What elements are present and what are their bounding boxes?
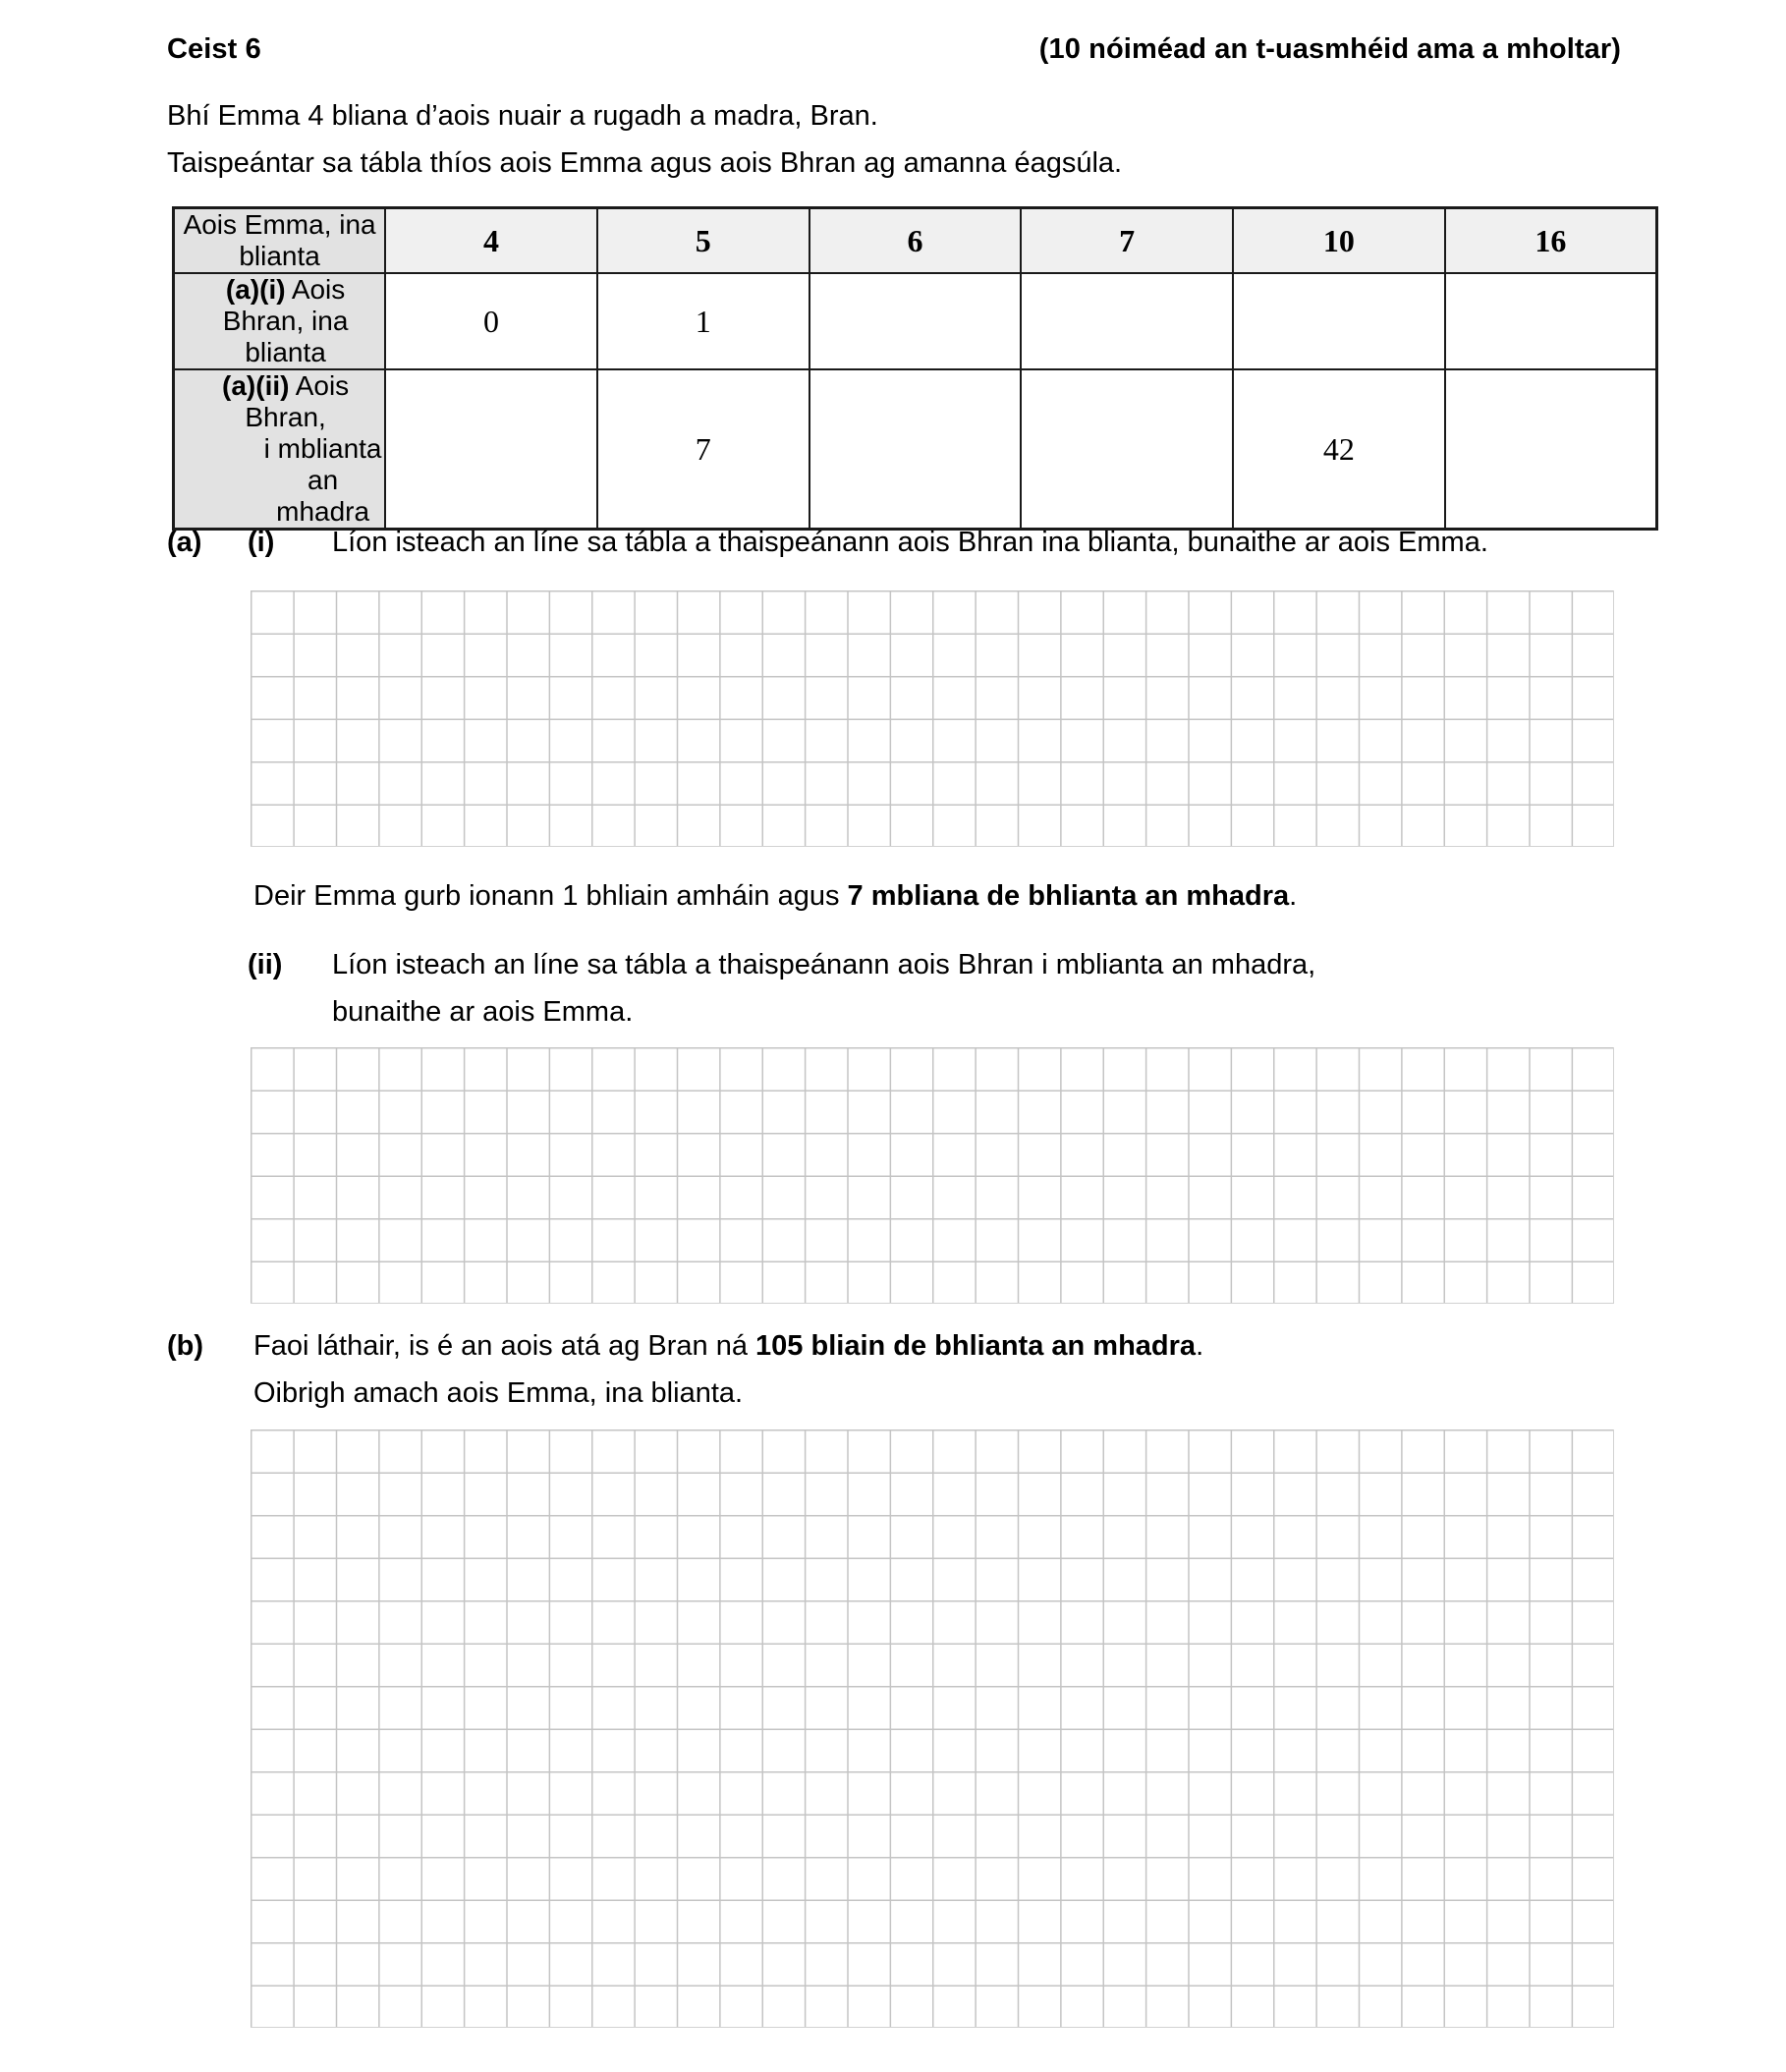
part-a-ii-marker: (ii): [248, 949, 283, 980]
question-number: Ceist 6: [167, 33, 261, 65]
table-cell-answer[interactable]: 1: [597, 273, 809, 369]
table-cell-answer[interactable]: [1445, 369, 1657, 530]
answer-grid-a-i[interactable]: [251, 590, 1614, 847]
row-label-a-ii: [174, 369, 386, 530]
part-b-text-bold: 105 bliain de bhlianta an mhadra: [755, 1330, 1197, 1362]
row-label-a-i: [174, 273, 386, 369]
table-cell-answer[interactable]: 7: [597, 369, 809, 530]
table-cell-answer[interactable]: [809, 369, 1022, 530]
row-label-text-a-i: Aois Bhran, ina blianta: [222, 274, 349, 367]
age-table: [172, 206, 1658, 531]
table-header-cell: 4: [385, 208, 597, 274]
part-b-text-plain: Faoi láthair, is é an aois atá ag Bran ná: [253, 1330, 756, 1362]
intro-line-1: Bhí Emma 4 bliana d’aois nuair a rugadh a madra, Bran.: [167, 100, 878, 132]
table-header-cell: 10: [1233, 208, 1445, 274]
deir-text-plain: Deir Emma gurb ionann 1 bhliain amháin agus: [253, 880, 848, 912]
part-a-marker: (a): [167, 527, 202, 558]
intro-line-2: Taispeántar sa tábla thíos aois Emma agus aois Bhran ag amanna éagsúla.: [167, 147, 1123, 179]
part-b-text-end: .: [1196, 1330, 1204, 1362]
table-header-label: Aois Emma, ina blianta: [174, 208, 386, 274]
recommended-time-note: (10 nóiméad an t-uasmhéid ama a mholtar): [1038, 33, 1621, 65]
row-tag-a-ii: (a)(ii): [222, 370, 290, 401]
table-cell-answer[interactable]: 0: [385, 273, 597, 369]
deir-text-bold: 7 mbliana de bhlianta an mhadra: [847, 880, 1290, 912]
page-header: [167, 33, 1621, 66]
deir-text-end: .: [1289, 880, 1298, 912]
row-tag-a-i: (a)(i): [225, 274, 286, 305]
part-a-ii-text-line2: bunaithe ar aois Emma.: [332, 996, 634, 1028]
table-cell-answer[interactable]: [1445, 273, 1657, 369]
table-cell-answer[interactable]: [1233, 273, 1445, 369]
table-cell-answer[interactable]: [1021, 273, 1233, 369]
table-cell-answer[interactable]: 42: [1233, 369, 1445, 530]
table-header-row: [174, 208, 1657, 274]
part-a-i-text: Líon isteach an líne sa tábla a thaispeánann aois Bhran ina blianta, bunaithe ar aois Emma.: [332, 527, 1488, 558]
table-header-cell: 16: [1445, 208, 1657, 274]
table-row: [174, 369, 1657, 530]
table-header-cell: 7: [1021, 208, 1233, 274]
part-a-ii-text-line1: Líon isteach an líne sa tábla a thaispeánann aois Bhran i mblianta an mhadra,: [332, 949, 1316, 980]
part-b-text-line1: [253, 1332, 1203, 1361]
table-cell-answer[interactable]: [809, 273, 1022, 369]
table-header-cell: 5: [597, 208, 809, 274]
table-cell-answer[interactable]: [385, 369, 597, 530]
age-table-wrapper: [172, 206, 1658, 531]
part-b-text-line2: Oibrigh amach aois Emma, ina blianta.: [253, 1377, 744, 1409]
answer-grid-b[interactable]: [251, 1429, 1614, 2028]
part-a-i-marker: (i): [248, 527, 275, 558]
deir-emma-statement: [253, 882, 1297, 911]
table-cell-answer[interactable]: [1021, 369, 1233, 530]
table-row: [174, 273, 1657, 369]
answer-grid-a-ii[interactable]: [251, 1047, 1614, 1304]
table-header-cell: 6: [809, 208, 1022, 274]
row-label-text2-a-ii: i mblianta an mhadra: [263, 433, 382, 527]
part-b-marker: (b): [167, 1330, 204, 1362]
row-label-text-a-ii: Aois Bhran,: [245, 370, 350, 432]
